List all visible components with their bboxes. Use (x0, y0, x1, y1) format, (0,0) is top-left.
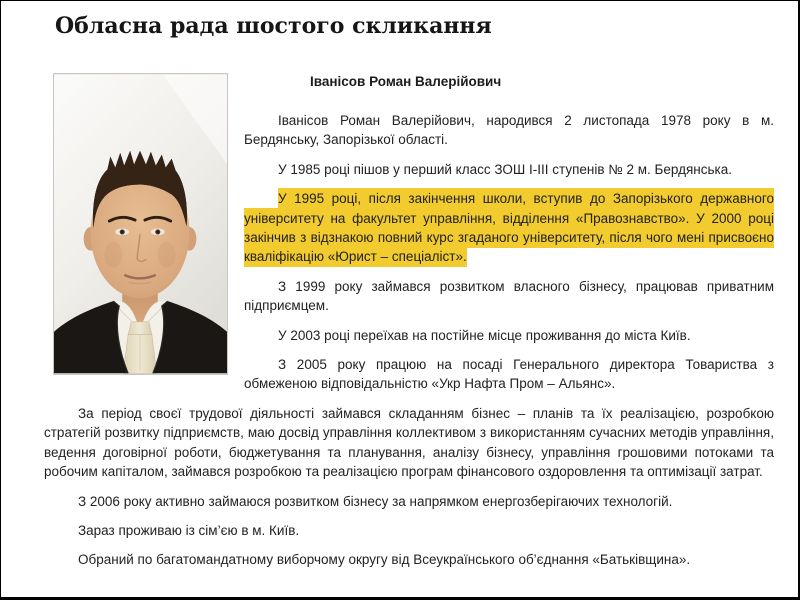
person-name: Іванісов Роман Валерійович (310, 74, 502, 89)
biography-paragraph: Обраний по багатомандатному виборчому округу від Всеукраїнського об’єднання «Батьківщина». (78, 552, 691, 568)
biography-paragraph: З 1999 року займався розвитком власного бізнесу, працював приватним підприємцем. (244, 278, 774, 314)
biography-paragraph: За період своєї трудової діяльності займався складанням бізнес – планів та їх реалізацією, розробкою стратегій розвитку підприємств, маю досвід управління коллективом з використанням сучасних методів управління, ведення договірної роботи, бюджетування та планування, аналізу бізнесу, управління грошовими потоками та робочим капіталом, займався розробкою та реалізацією програм фінансового оздоровлення та оптимізації затрат. (44, 405, 774, 480)
portrait-photo (53, 73, 228, 375)
biography-paragraph: У 2003 році переїхав на постійне місце проживання до міста Київ. (278, 327, 691, 343)
portrait-photo-illustration (54, 74, 227, 374)
biography-paragraph: З 2006 року активно займаюся розвитком бізнесу за напрямком енергозберігаючих технологій. (78, 493, 673, 509)
biography-paragraph: У 1985 році пішов у перший класс ЗОШ І-ІІІ ступенів № 2 м. Бердянська. (278, 161, 732, 177)
page-title: Обласна рада шостого скликання (55, 13, 492, 39)
biography-paragraph: Зараз проживаю із сім’єю в м. Київ. (78, 522, 300, 538)
highlighted-text: У 1995 році, після закінчення школи, вступив до Запорізького державного університету на факультет управління, відділення «Правознавство». У 2000 році закінчив з відзнакою повний курс згаданого університету, після чого мені присвоєно кваліфікацію «Юрист – спеціаліст». (244, 188, 774, 267)
biography (44, 73, 774, 570)
biography-paragraph: З 2005 року працюю на посаді Генерального директора Товариства з обмеженою відповідальністю «Укр Нафта Пром – Альянс». (244, 357, 774, 392)
biography-paragraph: Іванісов Роман Валерійович, народився 2 листопада 1978 року в м. Бердянську, Запорізької області. (244, 113, 774, 148)
